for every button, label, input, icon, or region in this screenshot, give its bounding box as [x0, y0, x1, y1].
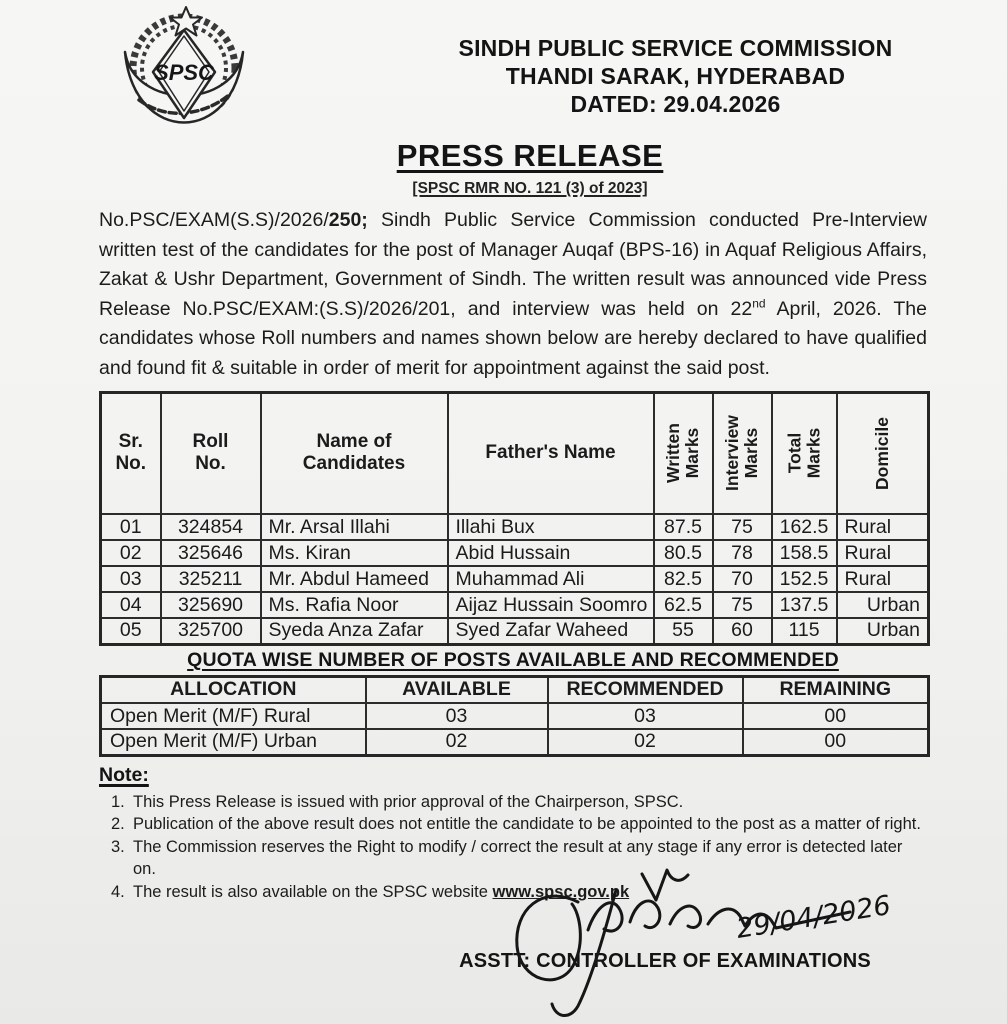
col-header-written-marks [654, 392, 713, 514]
quota-cell-allocation: Open Merit (M/F) Rural [101, 703, 366, 729]
col-interview-line1: Interview [722, 415, 742, 492]
col-written-line1: Written [663, 423, 684, 484]
ordinal-superscript: nd [752, 296, 766, 311]
cell-father: Aijaz Hussain Soomro [448, 592, 654, 618]
spsc-website-link[interactable]: www.spsc.gov.pk [492, 882, 630, 901]
quota-table [99, 675, 930, 757]
col-name-line1: Name of [316, 431, 392, 453]
list-item [99, 791, 927, 814]
col-header-interview-marks [713, 392, 772, 514]
note-number: 2. [111, 815, 125, 834]
cell-total: 137.5 [772, 592, 837, 618]
cell-written: 82.5 [654, 566, 713, 592]
press-release-heading [335, 138, 725, 198]
quota-col-allocation: ALLOCATION [101, 676, 366, 703]
cell-total: 158.5 [772, 540, 837, 566]
case-reference: No.PSC/EXAM(S.S)/2026/ [99, 209, 329, 231]
press-release-title: PRESS RELEASE [396, 138, 664, 173]
col-father-label: Father's Name [485, 442, 616, 464]
note-text: The Commission reserves the Right to modify / correct the result at any stage if any error is detected later on. [133, 837, 903, 879]
letterhead [438, 34, 913, 118]
cell-total: 162.5 [772, 514, 837, 540]
note-number: 1. [111, 792, 125, 811]
col-roll-line2: No. [195, 453, 226, 475]
quota-row [101, 703, 929, 729]
note-text: Publication of the above result does not entitle the candidate to be appointed to the post as a matter of right. [133, 815, 921, 834]
body-paragraph [99, 206, 927, 384]
table-row [101, 592, 929, 618]
note-list [99, 791, 927, 904]
cell-father: Abid Hussain [448, 540, 654, 566]
cell-sr: 05 [101, 618, 161, 644]
cell-name: Ms. Rafia Noor [261, 592, 448, 618]
note-number: 4. [111, 882, 125, 901]
cell-written: 62.5 [654, 592, 713, 618]
col-domicile-label: Domicile [871, 416, 892, 490]
col-sr-line1: Sr. [118, 431, 143, 453]
cell-name: Mr. Abdul Hameed [261, 566, 448, 592]
logo-monogram: SPSC [154, 60, 214, 85]
note-text [133, 881, 629, 904]
cell-sr: 04 [101, 592, 161, 618]
col-interview-line2: Marks [741, 428, 761, 479]
table-row [101, 540, 929, 566]
quota-cell-remaining: 00 [743, 729, 929, 755]
col-header-name [261, 392, 448, 514]
paragraph-text: Sindh Public Service Commission conducted Pre-Interview written test of the candidates for the post of Manager Auqaf (BPS-16) in Aquaf Religious Affairs, Zakat & Ushr Department, Government of Sindh. The written result was announced vide Press Release No.PSC/EXAM:(S.S)/2026/201, and interview was held on 22 [99, 209, 927, 320]
col-header-sr-no [101, 392, 161, 514]
cell-written: 80.5 [654, 540, 713, 566]
quota-cell-available: 03 [366, 703, 548, 729]
col-header-domicile [837, 392, 929, 514]
document-body [99, 206, 927, 903]
cell-sr: 01 [101, 514, 161, 540]
cell-total: 152.5 [772, 566, 837, 592]
table-row [101, 566, 929, 592]
cell-interview: 78 [713, 540, 772, 566]
cell-roll: 325646 [161, 540, 261, 566]
col-header-roll-no [161, 392, 261, 514]
col-header-total-marks [772, 392, 837, 514]
cell-interview: 70 [713, 566, 772, 592]
quota-section-title: QUOTA WISE NUMBER OF POSTS AVAILABLE AND RECOMMENDED [187, 648, 839, 671]
quota-col-recommended: RECOMMENDED [548, 676, 743, 703]
col-total-line2: Marks [803, 428, 823, 479]
cell-name: Mr. Arsal Illahi [261, 514, 448, 540]
cell-domicile: Rural [837, 514, 929, 540]
cell-sr: 03 [101, 566, 161, 592]
cell-interview: 60 [713, 618, 772, 644]
cell-father: Syed Zafar Waheed [448, 618, 654, 644]
cell-domicile: Urban [837, 618, 929, 644]
col-total-line1: Total [784, 433, 804, 474]
handwritten-date: 29/04/2026 [734, 889, 893, 945]
signature-scribble-stroke [588, 901, 850, 931]
col-sr-line2: No. [115, 453, 147, 475]
table-row [101, 618, 929, 644]
list-item [99, 836, 927, 881]
cell-name: Ms. Kiran [261, 540, 448, 566]
cell-domicile: Rural [837, 540, 929, 566]
quota-col-available: AVAILABLE [366, 676, 548, 703]
quota-cell-recommended: 02 [548, 729, 743, 755]
cell-domicile: Rural [837, 566, 929, 592]
quota-row [101, 729, 929, 755]
note-heading: Note: [99, 763, 149, 786]
cell-written: 55 [654, 618, 713, 644]
table-row [101, 514, 929, 540]
col-roll-line1: Roll [192, 431, 229, 453]
note-text-prefix: The result is also available on the SPSC website [133, 882, 493, 901]
quota-header-row [101, 676, 929, 703]
cell-written: 87.5 [654, 514, 713, 540]
quota-cell-allocation: Open Merit (M/F) Urban [101, 729, 366, 755]
spsc-logo-icon [108, 6, 260, 140]
org-name: SINDH PUBLIC SERVICE COMMISSION [458, 35, 893, 61]
quota-col-remaining: REMAINING [743, 676, 929, 703]
cell-roll: 325700 [161, 618, 261, 644]
cell-domicile: Urban [837, 592, 929, 618]
cell-father: Muhammad Ali [448, 566, 654, 592]
cell-interview: 75 [713, 592, 772, 618]
cell-interview: 75 [713, 514, 772, 540]
quota-cell-recommended: 03 [548, 703, 743, 729]
signatory-title: ASSTT: CONTROLLER OF EXAMINATIONS [459, 950, 871, 972]
paragraph-text-end: April, 2026. The candidates whose Roll numbers and names shown below are hereby declared to have qualified and found fit & suitable in order of merit for appointment against the said post. [99, 297, 927, 379]
cell-name: Syeda Anza Zafar [261, 618, 448, 644]
cell-roll: 324854 [161, 514, 261, 540]
results-header-row [101, 392, 929, 514]
col-name-line2: Candidates [302, 453, 406, 475]
col-header-father-name [448, 392, 654, 514]
rmr-reference: [SPSC RMR NO. 121 (3) of 2023] [412, 180, 648, 197]
cell-roll: 325211 [161, 566, 261, 592]
results-table [99, 391, 930, 646]
list-item [99, 881, 927, 904]
document-date: DATED: 29.04.2026 [570, 91, 781, 117]
cell-total: 115 [772, 618, 837, 644]
note-text: This Press Release is issued with prior approval of the Chairperson, SPSC. [133, 792, 684, 811]
note-number: 3. [111, 837, 125, 856]
cell-father: Illahi Bux [448, 514, 654, 540]
case-number-bold: 250; [328, 209, 368, 231]
cell-sr: 02 [101, 540, 161, 566]
list-item [99, 813, 927, 836]
quota-cell-remaining: 00 [743, 703, 929, 729]
org-address: THANDI SARAK, HYDERABAD [505, 63, 846, 89]
quota-cell-available: 02 [366, 729, 548, 755]
col-written-line2: Marks [682, 428, 703, 479]
cell-roll: 325690 [161, 592, 261, 618]
